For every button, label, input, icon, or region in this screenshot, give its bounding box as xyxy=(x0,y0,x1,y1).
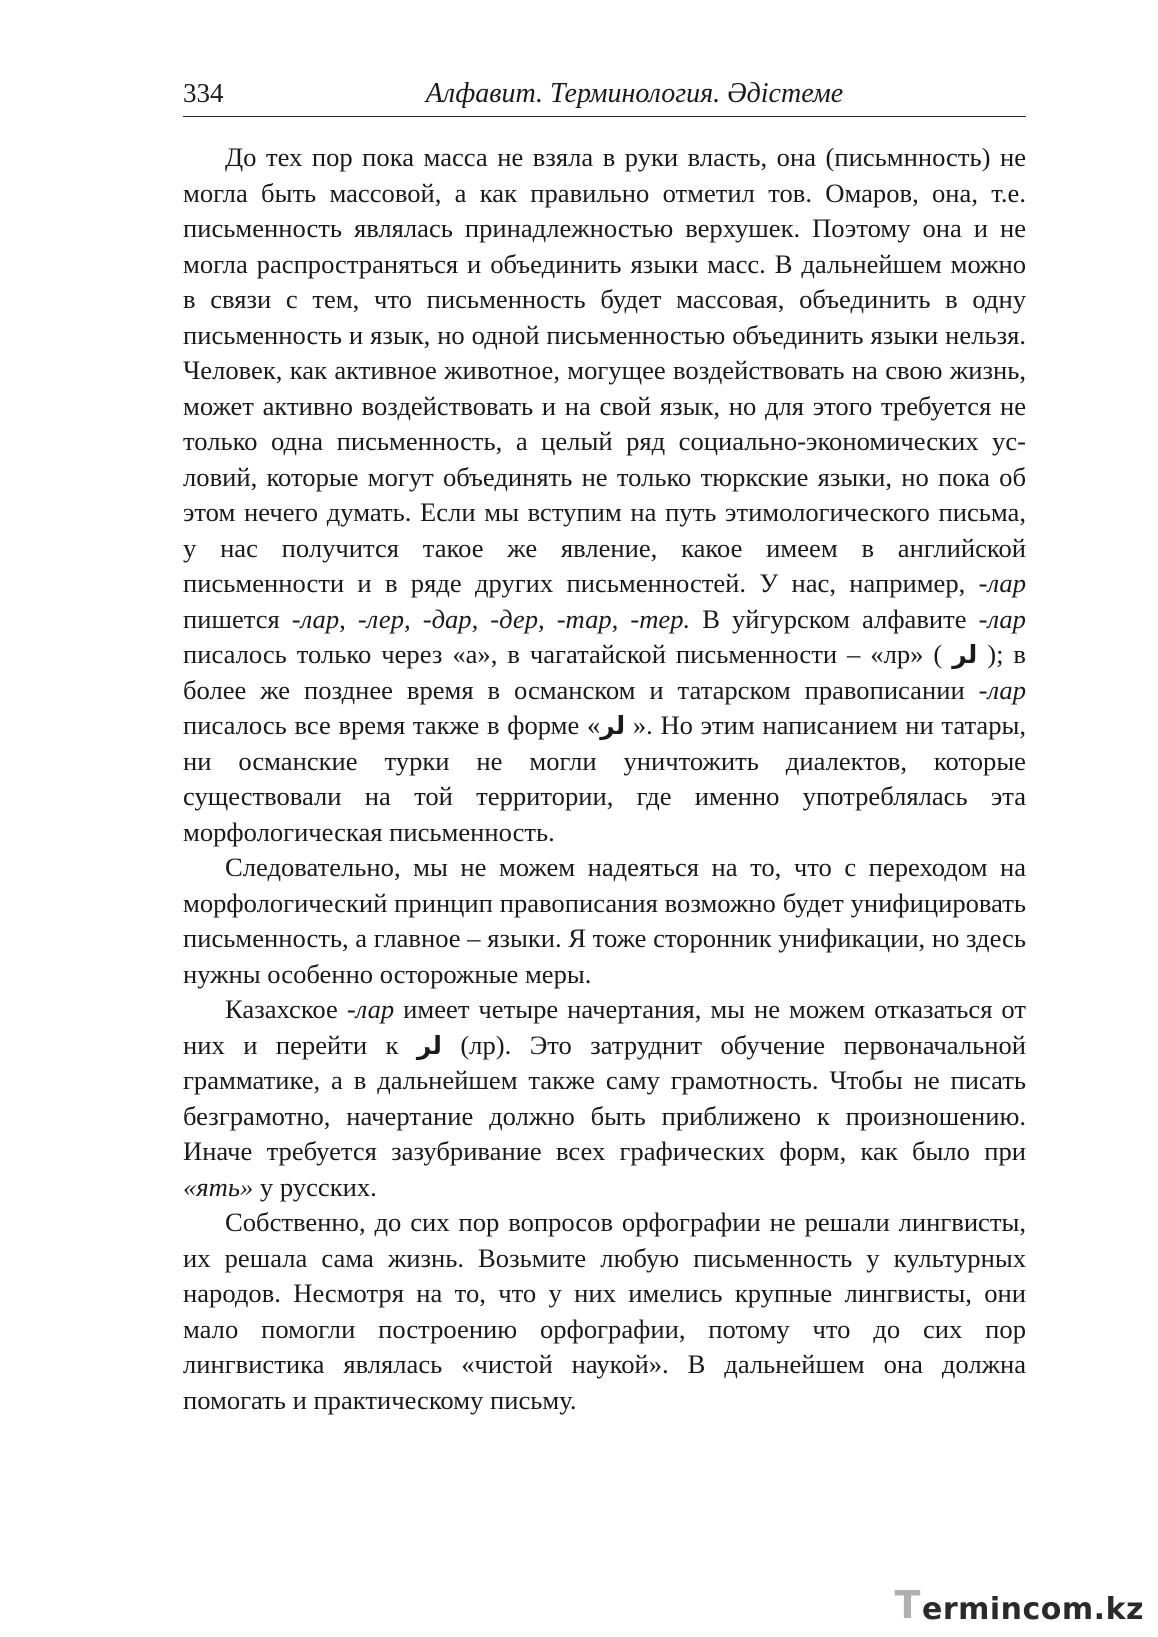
italic-term: -лар xyxy=(978,568,1026,598)
page-number: 334 xyxy=(183,78,224,108)
text-run: писалось только через «а», в чагатайской письменности – «лр» ( xyxy=(183,639,953,669)
text-run: пишется xyxy=(183,603,292,634)
italic-term: «ять» xyxy=(183,1171,254,1202)
text-run: ); в более же позднее время в османском и татарском правописании xyxy=(183,639,1026,705)
italic-term: -лар xyxy=(346,994,395,1024)
text-run: Казахское xyxy=(225,994,347,1024)
arabic-script-text: لر xyxy=(600,711,626,740)
paragraph xyxy=(183,1205,1026,1418)
running-title: Алфавит. Терминология. Әдістеме xyxy=(425,78,844,109)
italic-term: -лар, -лер, -дар, -дер, -тар, -тер. xyxy=(291,603,691,634)
text-run: До тех пор пока масса не взяла в руки власть, она (письмнность) не могла быть массовой, а как правильно отметил тов. Омаров, она, т.е. письменность являлась принадлежностью верхушек. Поэтому она и не могла распространяться и объединить языки масс. В дальнейшем можно в связи с тем, что письменность будет массовая, объединить в одну письменность и язык, но одной письменностью объединить языки нельзя. Человек, как активное животное, могущее воздействовать на свою жизнь, может активно воздействовать и на свой язык, но для этого требуется не только одна письменность, а целый ряд социально-экономических условий, которые могут объединять не только тюркские языки, но пока об этом нечего думать. Если мы вступим на путь этимологического письма, у нас получится такое же явление, какое имеем в английской письменности и в ряде других письменностей. У нас, например, xyxy=(183,142,1026,598)
text-run: имеет четыре начертания, мы не можем отказаться от них и перейти к xyxy=(183,994,1026,1060)
watermark-o: o xyxy=(1040,1592,1062,1627)
text-run: ». Но этим написанием ни татары, ни османские турки не могли уничтожить диалектов, которые существовали на той территории, где именно употреблялась эта морфологическая письменность. xyxy=(183,710,1027,847)
paragraph xyxy=(183,992,1026,1205)
arabic-script-text: لر xyxy=(416,1030,442,1060)
page-header xyxy=(183,76,1026,117)
italic-term: -лар xyxy=(978,603,1026,634)
text-run: Следовательно, мы не можем надеяться на то, что с переходом на морфологический принцип правописания возможно будет унифицировать письменность, а главное – языки. Я тоже сторонник унификации, но здесь нужны особенно осторожные меры. xyxy=(183,852,1026,989)
text-run: Собственно, до сих пор вопросов орфографии не решали лингвисты, их решала сама жизнь. Возьмите любую письменность у культурных народов. Несмотря на то, что у них имелись крупные лингвисты, они мало помогли построению орфографии, потому что до сих пор лингвистика являлась «чистой наукой». В дальнейшем она должна помогать и практическому письму. xyxy=(183,1207,1026,1415)
text-run: у русских. xyxy=(253,1171,377,1202)
body-text xyxy=(183,140,1026,1418)
paragraph xyxy=(183,850,1026,992)
watermark-first-letter: T xyxy=(894,1583,921,1627)
paragraph xyxy=(183,140,1026,850)
watermark-logo xyxy=(895,1583,1144,1627)
watermark-tail: m.kz xyxy=(1061,1592,1144,1627)
text-run: В уйгурском алфавите xyxy=(690,603,979,634)
text-run: писалось все время также в форме « xyxy=(183,710,601,740)
watermark-text: erminc xyxy=(921,1592,1041,1627)
text-run: (лр). Это затруднит обучение первоначальной грамматике, а в дальнейшем также саму грамотность. Чтобы не писать безграмотно, начертание должно быть приближено к произношению. Иначе требуется зазубривание всех графических форм, как было при xyxy=(183,1029,1026,1166)
arabic-script-text: لر xyxy=(952,640,978,669)
italic-term: -лар xyxy=(978,674,1026,705)
